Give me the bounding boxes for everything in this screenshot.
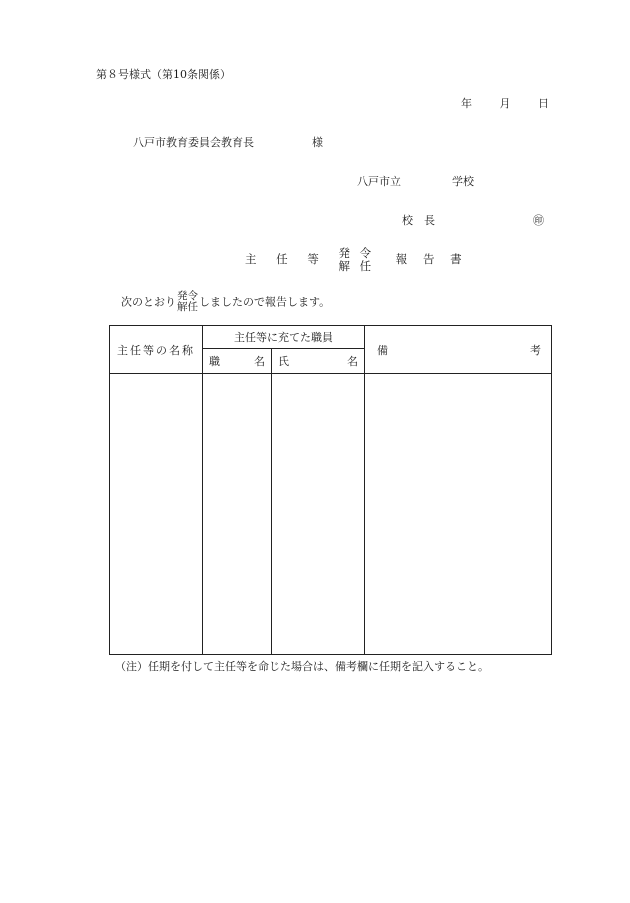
cell-position[interactable] — [203, 374, 272, 655]
principal-line — [402, 214, 544, 227]
cell-title-name[interactable] — [110, 374, 203, 655]
title-option-stack — [338, 247, 374, 273]
header-title-name: 主任等の名称 — [110, 326, 203, 374]
principal-label: 校 長 — [402, 214, 435, 227]
header-position: 職 名 — [203, 349, 272, 374]
cell-remarks[interactable] — [365, 374, 552, 655]
header-assigned-staff: 主任等に充てた職員 — [203, 326, 365, 349]
form-number: 第８号様式（第10条関係） — [96, 68, 231, 81]
header-person-name: 氏 名 — [272, 349, 365, 374]
school-city-prefix: 八戸市立 — [357, 175, 401, 188]
lead-sentence — [121, 291, 330, 313]
lead-option-appoint: 発令 — [177, 290, 198, 302]
title-option-appoint: 発 令 — [338, 246, 375, 260]
addressee-honorific: 様 — [312, 136, 323, 149]
title-char: 書 — [450, 252, 462, 267]
report-table — [109, 325, 552, 655]
lead-prefix: 次のとおり — [121, 295, 176, 309]
seal-mark: ㊞ — [533, 214, 544, 227]
title-char: 等 — [307, 252, 319, 267]
document-title — [245, 247, 474, 273]
header-remarks: 備 考 — [365, 326, 552, 374]
lead-option-dismiss: 解任 — [177, 301, 198, 313]
title-char: 告 — [422, 252, 435, 267]
school-line — [357, 176, 474, 187]
title-char: 任 — [276, 252, 288, 267]
date-year: 年 — [461, 97, 472, 110]
date-line — [461, 98, 549, 109]
title-option-dismiss: 解 任 — [338, 259, 375, 273]
lead-suffix: しましたので報告します。 — [199, 295, 331, 309]
addressee-name: 八戸市教育委員会教育長 — [133, 136, 254, 149]
addressee-line — [133, 137, 323, 148]
date-day: 日 — [538, 97, 549, 110]
school-suffix: 学校 — [452, 175, 474, 188]
lead-option-stack — [177, 291, 198, 313]
title-char: 主 — [245, 252, 257, 267]
cell-person-name[interactable] — [272, 374, 365, 655]
title-char: 報 — [395, 252, 408, 267]
date-month: 月 — [499, 97, 511, 110]
footnote: （注）任期を付して主任等を命じた場合は、備考欄に任期を記入すること。 — [115, 660, 489, 673]
